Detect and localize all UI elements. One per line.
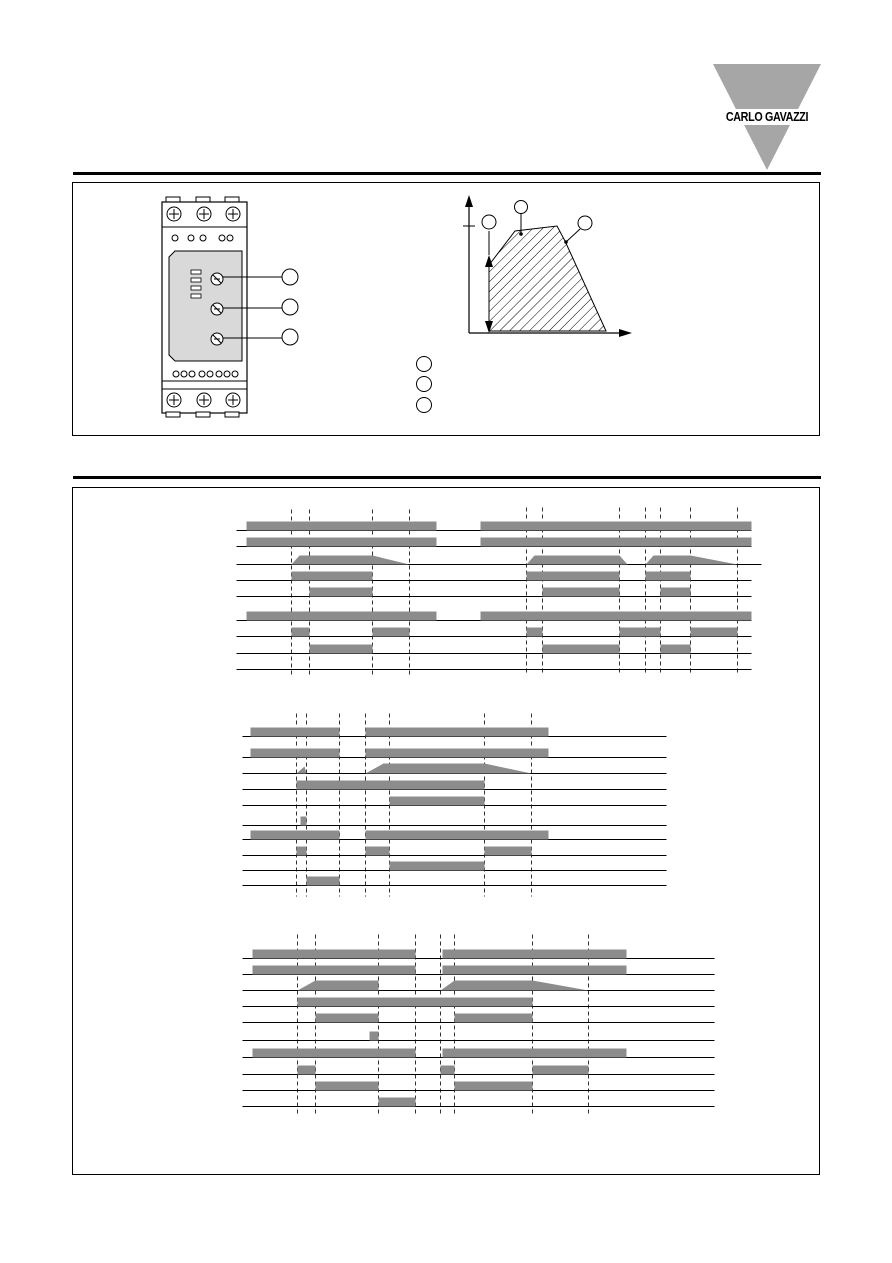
diagram2-bar <box>366 728 549 737</box>
diagram1-bar <box>373 628 410 637</box>
timing-diagrams <box>73 488 819 1174</box>
diagram1-bar <box>481 522 752 531</box>
bottom-terminal-screws <box>167 393 240 407</box>
legend-circles <box>417 357 432 413</box>
diagram3-bar <box>441 1066 455 1075</box>
diagram2-bar <box>297 781 390 790</box>
diagram1-bar <box>310 588 373 597</box>
diagram1-bar <box>247 612 437 621</box>
diagram1-bar <box>543 588 620 597</box>
diagram2-bar <box>390 862 485 871</box>
diagram1-bar <box>247 522 437 531</box>
diagram3-bar <box>298 998 533 1007</box>
diagram3-bar <box>455 1082 533 1091</box>
diagram2-bar <box>390 781 485 790</box>
diagram2-bar <box>307 877 340 886</box>
diagram3-bar <box>253 950 416 959</box>
diagram1-bar <box>661 645 691 654</box>
carlo-gavazzi-logo <box>708 62 826 174</box>
diagram3-bar <box>370 1032 379 1041</box>
diagram1-bar <box>543 645 620 654</box>
diagram3-bar <box>533 1066 589 1075</box>
diagram2-bar <box>366 847 390 856</box>
middle-rule <box>73 476 821 479</box>
diagram2-bar <box>366 831 549 840</box>
diagram2-bar <box>251 831 340 840</box>
hatched-area <box>489 226 606 331</box>
top-rule <box>73 172 821 175</box>
diagram3-ramp <box>298 981 379 991</box>
diagram1-bar <box>646 572 691 581</box>
characteristic-curve <box>463 195 632 337</box>
device-diagram-panel <box>72 182 820 436</box>
diagram2-bar <box>485 847 532 856</box>
diagram3-ramp <box>441 981 589 991</box>
diagram2-bar <box>251 749 340 758</box>
diagram3-bar <box>316 1014 379 1023</box>
diagram2-bar <box>297 847 307 856</box>
front-panel <box>169 251 242 361</box>
diagram1-bar <box>481 538 752 547</box>
diagram1-bar <box>527 572 620 581</box>
diagram2-ramp <box>366 764 532 774</box>
diagram2-bar <box>366 749 549 758</box>
diagram1-bar <box>620 628 661 637</box>
adjustment-knobs <box>211 273 223 345</box>
diagram2-ramp <box>297 767 307 774</box>
diagram1-bar <box>292 572 373 581</box>
diagram1-bar <box>292 628 310 637</box>
diagram3-bar <box>455 1014 533 1023</box>
diagram3-bar <box>443 966 627 975</box>
diagram3-bar <box>443 1049 627 1058</box>
diagram1-bar <box>247 538 437 547</box>
diagram1-bar <box>481 612 752 621</box>
diagram2-bar <box>251 728 340 737</box>
diagram1-ramp <box>527 556 628 565</box>
diagram1-bar <box>691 628 738 637</box>
diagram1-bar <box>310 645 373 654</box>
diagram1-bar <box>661 588 691 597</box>
timing-diagrams-panel <box>72 487 820 1175</box>
diagram3-bar <box>379 1098 416 1107</box>
diagram1-ramp <box>292 556 410 565</box>
diagram2-bar <box>390 797 485 806</box>
brand-name: CARLO GAVAZZI <box>716 109 817 125</box>
diagram3-bar <box>298 1066 316 1075</box>
diagram1-bar <box>527 628 543 637</box>
diagram3-bar <box>253 966 416 975</box>
device-diagram <box>73 183 819 435</box>
diagram2-bar <box>301 817 307 826</box>
top-terminal-screws <box>167 207 240 221</box>
diagram3-bar <box>443 950 627 959</box>
diagram1-ramp <box>646 556 738 565</box>
diagram3-bar <box>253 1049 416 1058</box>
diagram3-bar <box>316 1082 379 1091</box>
relay-housing <box>162 197 247 417</box>
